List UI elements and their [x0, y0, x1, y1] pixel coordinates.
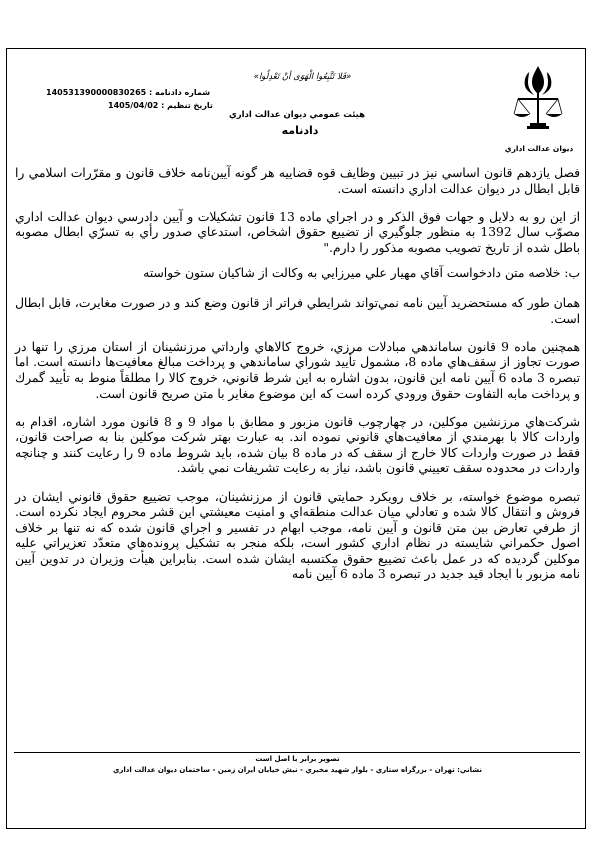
verdict-number: [46, 88, 210, 97]
iran-emblem-scales-of-justice-icon: [508, 62, 568, 140]
body-paragraph: تبصره موضوع خواسته، بر خلاف رويكرد حمايتي قانون از مرزنشينان، موجب تضييع حقوق قانوني ايشان در فروش و انتقال كالا شده و تعادلي ميان عدالت منطقه‌اي و امنيت معيشتي اين قشر محروم ايجاد نكرده است. از طرفي تعارض بين متن قانون و آيين نامه، موجب ابهام در تفسير و اجراي قانون شده كه نه تنها بر خلاف اصول حكمراني شايسته در نظام اداري كشور است، بلكه منجر به تشكيل پرونده‌هاي متعدّد تعزيراتي عليه موكلين گرديده كه در عمل باعث تضييع حقوق مكتسبه ايشان شده است. بنابراين هيأت وزيران در تدوين آيين نامه مزبور با ايجاد قيد جديد در تبصره 3 ماده 6 آيين نامه: [15, 489, 580, 582]
document-body: [15, 166, 580, 596]
verdict-number-label: شماره دادنامه :: [149, 88, 211, 97]
issue-date-label: تاريخ تنظيم :: [161, 101, 213, 110]
body-paragraph: همچنين ماده 9 قانون ساماندهي مبادلات مرزي، خروج كالاهاي وارداتي مرزنشينان از استان مرزي را تنها در صورت تجاوز از سقف‌هاي ماده 8، مشمول تأييد شوراي ساماندهي و پرداخت مبالغ معافيت‌ها دانسته است. اما تبصره 3 ماده 6 آيين نامه اين قانون، بدون اشاره به اين شرط قانوني، خروج كالا را مطلقاً منوط به تأييد گمرك و پرداخت مابه التفاوت حقوق ورودي كرده است كه اين موضوع مغاير با متن صريح قانون است.: [15, 339, 581, 401]
certified-copy-note: تصوير برابر با اصل است: [255, 755, 340, 763]
verdict-number-value: 140531390000830265: [46, 88, 147, 97]
section-heading: ب: خلاصه متن دادخواست آقاي مهيار علي ميرزايي به وكالت از شاكيان ستون خواسته: [143, 266, 580, 281]
board-name: هيئت عمومي ديوان عدالت اداري: [228, 110, 366, 120]
emblem-label: ديوان عدالت اداري: [504, 144, 574, 153]
document-title: دادنامه: [281, 124, 319, 137]
body-paragraph: فصل يازدهم قانون اساسي نيز در تبيين وظايف قوه قضاييه هر گونه آيين‌نامه خلاف قانون و مقرّرات اسلامي را قابل ابطال در ديوان عدالت اداري دانسته است.: [15, 166, 580, 196]
body-paragraph: شركت‌هاي مرزنشين موكلين، در چهارچوب قانون مزبور و مطابق با مواد 9 و 8 قانون مورد اشاره، اقدام به واردات كالا با بهرمندي از معافيت‌هاي قانوني نموده اند. به عبارت بهتر شركت موكلين بنا به صراحت قانون، فقط در صورت واردات كالا خارج از سقف كه در ماده 8 بيان شده، بايد شروط ماده 9 را رعايت كنند و چنانچه واردات در محدوده سقف تعييني قانون باشد، نياز به رعايت تشريفات نمي باشد.: [15, 414, 580, 476]
bismillah-verse: «فَلا تَتَّبِعُوا الْهَوَى أنْ تَعْدِلُوا»: [253, 72, 352, 82]
body-paragraph: از اين رو به دلايل و جهات فوق الذكر و در اجراي ماده 13 قانون تشكيلات و آيين دادرسي ديوان عدالت اداري مصوّب سال 1392 به منظور جلوگيري از تضييع حقوق اشخاص، استدعاي صدور رأي به تسرّي ابطال مصوبه باطل شده از تاريخ تصويب مصوبه مذكور را دارم.": [15, 209, 581, 255]
body-paragraph: همان طور كه مستحضريد آيين نامه نمي‌تواند شرايطي فراتر از قانون وضع كند و در صورت مغايرت، قابل ابطال است.: [15, 296, 580, 326]
issue-date: [108, 101, 213, 110]
footer-divider: [14, 752, 580, 753]
footer-address: نشاني: تهران - بزرگراه ستاري - بلوار شهيد مخبري - نبش خيابان ايران زمين - ساختمان ديوان عدالت اداري: [112, 766, 483, 774]
issue-date-value: 1405/04/02: [108, 101, 159, 110]
